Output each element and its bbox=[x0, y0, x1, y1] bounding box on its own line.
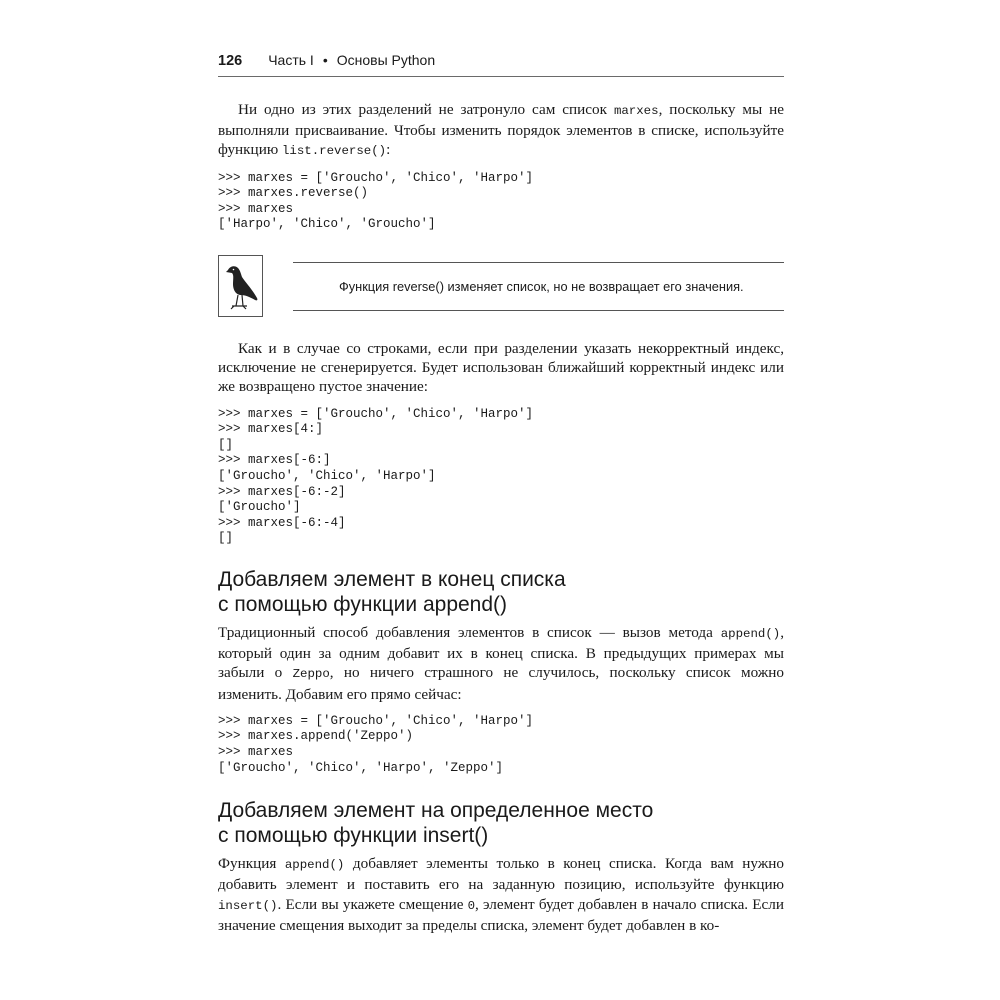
paragraph-insert bbox=[218, 854, 784, 935]
section-label: Основы Python bbox=[336, 52, 436, 68]
paragraph-append bbox=[218, 623, 784, 704]
para-text: Традиционный способ добавления элементов в список — вызов метода bbox=[218, 623, 721, 641]
part-label: Часть I bbox=[268, 52, 314, 68]
code-block-append: >>> marxes = ['Groucho', 'Chico', 'Harpo'] >>> marxes.append('Zeppo') >>> marxes ['Groucho', 'Chico', 'Harpo', 'Zeppo'] bbox=[218, 713, 534, 775]
para-text: : bbox=[386, 141, 391, 159]
page-number: 126 bbox=[218, 53, 243, 69]
heading-line: Добавляем элемент в конец списка bbox=[218, 567, 566, 591]
para-text: , который один за одним добавит их в конец списка. В предыдущих примерах мы забыли о bbox=[218, 623, 784, 682]
para-text: Функция bbox=[218, 855, 285, 873]
heading-line: с помощью функции insert() bbox=[218, 824, 489, 848]
heading-line: с помощью функции append() bbox=[218, 592, 508, 616]
paragraph-reverse bbox=[218, 100, 784, 162]
section-heading-insert bbox=[218, 798, 784, 848]
para-text: добавляет элементы только в конец списка. Когда вам нужно добавить элемент и поставить его на заданную позицию, используйте функцию bbox=[218, 855, 784, 894]
section-heading-append bbox=[218, 567, 784, 617]
inline-code: 0 bbox=[467, 898, 476, 913]
inline-code: insert() bbox=[218, 898, 278, 913]
heading-line: Добавляем элемент на определенное место bbox=[218, 799, 654, 823]
paragraph-slicing: Как и в случае со строками, если при разделении указать некорректный индекс, исключение не сгенерируется. Будет использован ближайший корректный индекс или же возвращено пустое значение: bbox=[218, 339, 784, 396]
para-text: , но ничего страшного не случилось, поскольку список можно изменить. Добавим его прямо сейчас: bbox=[218, 664, 784, 703]
header-bullet: • bbox=[322, 52, 328, 68]
code-block-reverse: >>> marxes = ['Groucho', 'Chico', 'Harpo'] >>> marxes.reverse() >>> marxes ['Harpo', 'Chico', 'Groucho'] bbox=[218, 170, 534, 232]
inline-code: list.reverse() bbox=[281, 144, 387, 159]
para-text: , элемент будет добавлен в начало списка. Если значение смещения выходит за пределы списка, элемент будет добавлен в ко- bbox=[218, 895, 784, 934]
crow-icon bbox=[218, 255, 263, 317]
para-text: Ни одно из этих разделений не затронуло сам список bbox=[238, 101, 614, 118]
inline-code: append() bbox=[284, 858, 345, 873]
inline-code: marxes bbox=[613, 104, 659, 118]
note-box bbox=[218, 255, 784, 319]
note-text: Функция reverse() изменяет список, но не возвращает его значения. bbox=[293, 262, 784, 311]
inline-code: append() bbox=[720, 626, 781, 641]
inline-code: Zeppo bbox=[292, 667, 330, 682]
book-page bbox=[218, 52, 784, 935]
para-text: , поскольку мы не выполняли присваивание. Чтобы изменить порядок элементов в списке, используйте функцию bbox=[218, 101, 784, 159]
running-header bbox=[218, 52, 784, 77]
code-block-slicing: >>> marxes = ['Groucho', 'Chico', 'Harpo'] >>> marxes[4:] [] >>> marxes[-6:] ['Groucho', 'Chico', 'Harpo'] >>> marxes[-6:-2] ['Groucho'] >>> marxes[-6:-4] [] bbox=[218, 406, 534, 546]
para-text: . Если вы укажете смещение bbox=[277, 895, 468, 913]
